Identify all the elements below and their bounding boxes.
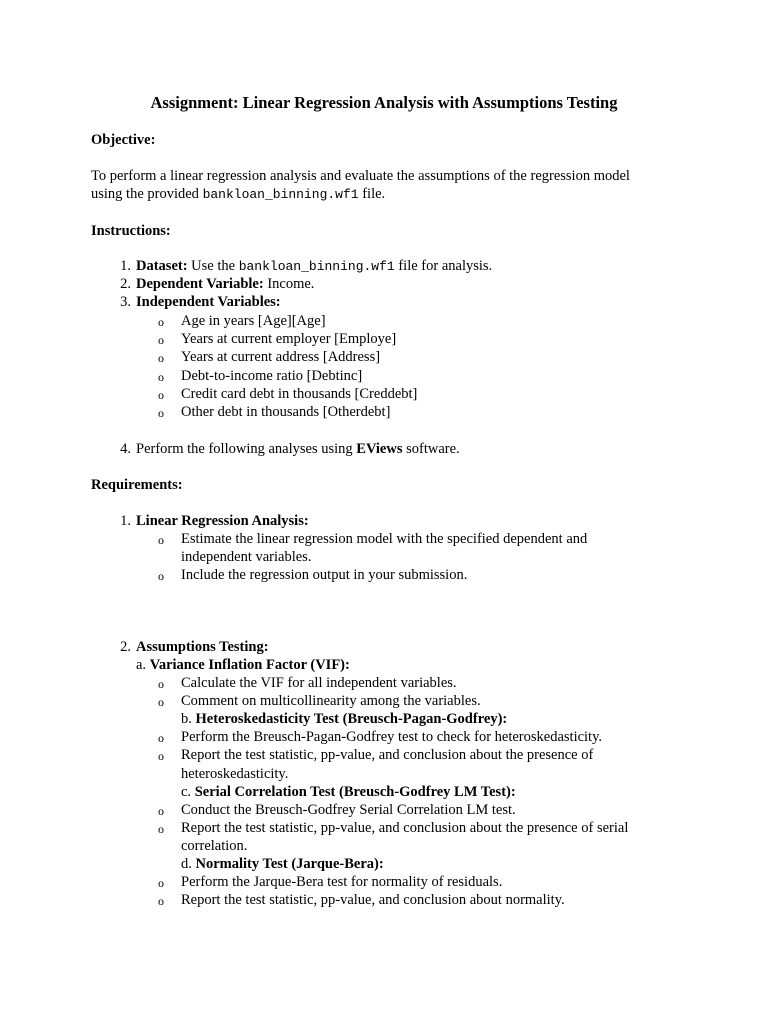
bullet-icon: o — [158, 731, 164, 745]
requirement-assumptions-testing: Assumptions Testing: — [136, 639, 269, 655]
bullet-icon: o — [158, 569, 164, 583]
filename-code: bankloan_binning.wf1 — [238, 259, 395, 274]
subsection-vif: a. Variance Inflation Factor (VIF): — [136, 657, 350, 673]
bullet-icon: o — [158, 533, 164, 547]
instruction-dependent-variable: Dependent Variable: Income. — [136, 276, 315, 292]
filename-code: bankloan_binning.wf1 — [202, 187, 359, 202]
objective-heading: Objective: — [91, 132, 156, 148]
bullet-icon: o — [158, 804, 164, 818]
instruction-independent-variables: Independent Variables: — [136, 294, 281, 310]
variable-item: Age in years [Age][Age] — [181, 313, 326, 329]
requirement-text: Estimate the linear regression model with the specified dependent and — [181, 531, 588, 547]
subsection-heteroskedasticity: b. Heteroskedasticity Test (Breusch-Pagan-Godfrey): — [181, 711, 508, 727]
variable-item: Debt-to-income ratio [Debtinc] — [181, 368, 363, 384]
requirement-linear-regression: Linear Regression Analysis: — [136, 513, 309, 529]
list-number: 2. — [120, 276, 131, 292]
list-number: 4. — [120, 441, 131, 457]
bullet-icon: o — [158, 695, 164, 709]
requirement-text: Comment on multicollinearity among the variables. — [181, 693, 481, 709]
bullet-icon: o — [158, 822, 164, 836]
requirement-text: Report the test statistic, pp-value, and conclusion about normality. — [181, 892, 565, 908]
requirement-text: Include the regression output in your submission. — [181, 567, 468, 583]
subsection-normality: d. Normality Test (Jarque-Bera): — [181, 856, 384, 872]
bullet-icon: o — [158, 351, 164, 365]
variable-item: Credit card debt in thousands [Creddebt] — [181, 386, 418, 402]
document-title: Assignment: Linear Regression Analysis with Assumptions Testing — [150, 93, 618, 112]
list-number: 1. — [120, 513, 131, 529]
variable-item: Years at current employer [Employe] — [181, 331, 397, 347]
requirement-text: Perform the Breusch-Pagan-Godfrey test to check for heteroskedasticity. — [181, 729, 603, 745]
bullet-icon: o — [158, 894, 164, 908]
requirement-text: heteroskedasticity. — [181, 766, 289, 782]
subsection-serial-correlation: c. Serial Correlation Test (Breusch-Godfrey LM Test): — [181, 784, 516, 800]
requirement-text: correlation. — [181, 838, 248, 854]
bullet-icon: o — [158, 370, 164, 384]
requirement-text: Perform the Jarque-Bera test for normality of residuals. — [181, 874, 503, 890]
bullet-icon: o — [158, 315, 164, 329]
requirements-heading: Requirements: — [91, 477, 183, 493]
instruction-eviews: Perform the following analyses using EViews software. — [136, 441, 460, 457]
bullet-icon: o — [158, 677, 164, 691]
list-number: 2. — [120, 639, 131, 655]
requirement-text: Report the test statistic, pp-value, and conclusion about the presence of — [181, 747, 594, 763]
bullet-icon: o — [158, 406, 164, 420]
objective-line-1: To perform a linear regression analysis and evaluate the assumptions of the regression model — [91, 168, 630, 184]
variable-item: Other debt in thousands [Otherdebt] — [181, 404, 391, 420]
requirement-text: independent variables. — [181, 549, 312, 565]
requirement-text: Calculate the VIF for all independent variables. — [181, 675, 457, 691]
bullet-icon: o — [158, 388, 164, 402]
instruction-dataset: Dataset: Use the bankloan_binning.wf1 file for analysis. — [136, 258, 493, 274]
bullet-icon: o — [158, 333, 164, 347]
instructions-heading: Instructions: — [91, 223, 171, 239]
requirement-text: Conduct the Breusch-Godfrey Serial Correlation LM test. — [181, 802, 516, 818]
list-number: 1. — [120, 258, 131, 274]
bullet-icon: o — [158, 749, 164, 763]
bullet-icon: o — [158, 876, 164, 890]
objective-line-2: using the provided bankloan_binning.wf1 file. — [91, 186, 386, 202]
list-number: 3. — [120, 294, 131, 310]
requirement-text: Report the test statistic, pp-value, and conclusion about the presence of serial — [181, 820, 629, 836]
variable-item: Years at current address [Address] — [181, 349, 381, 365]
